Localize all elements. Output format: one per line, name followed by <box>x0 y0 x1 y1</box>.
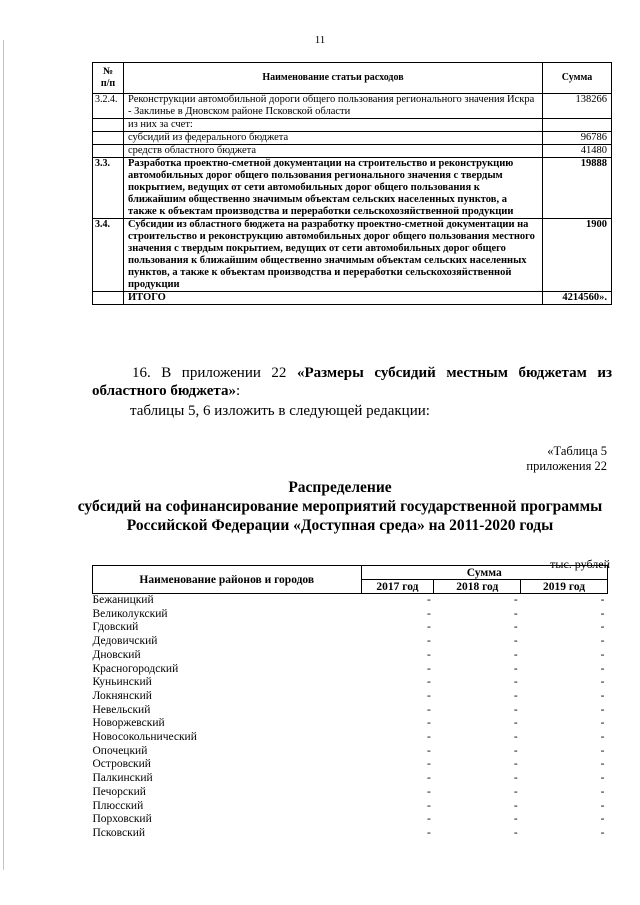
paragraph-16-title: «Размеры субсидий местным бюджетам из областного бюджета» <box>92 365 613 399</box>
expense-sum: 1900 <box>543 219 612 292</box>
district-name: Порховский <box>92 813 152 826</box>
header-districts: Наименование районов и городов <box>93 566 362 594</box>
district-name: Великолукский <box>92 607 168 620</box>
subsidy-value: - <box>513 648 518 661</box>
subsidy-value: - <box>427 662 431 675</box>
subsidy-value: - <box>600 744 605 757</box>
paragraph-tables: таблицы 5, 6 изложить в следующей редакции: <box>130 403 430 419</box>
subsidy-value: - <box>513 744 518 757</box>
subsidy-row <box>93 745 608 759</box>
subsidy-value: - <box>427 635 431 648</box>
district-name: Печорский <box>92 785 146 798</box>
subsidy-value: - <box>600 826 605 839</box>
subsidy-value: - <box>427 772 431 785</box>
district-name: Плюсский <box>92 799 144 812</box>
subsidy-row <box>93 649 608 663</box>
subsidy-value: - <box>427 799 431 812</box>
subsidy-row <box>93 731 608 745</box>
subsidy-value: - <box>427 621 431 634</box>
district-name: Псковский <box>92 826 146 839</box>
subsidy-value: - <box>427 744 431 757</box>
subsidy-value: - <box>600 813 605 826</box>
subsidy-value: - <box>513 799 518 812</box>
heading-line-2: субсидий на софинансирование мероприятий государственной программы <box>77 498 603 515</box>
district-name: Гдовский <box>92 621 139 634</box>
subsidy-row <box>93 676 608 690</box>
subsidy-row <box>93 800 608 814</box>
expenses-row <box>93 94 612 119</box>
district-name: Новосокольнический <box>92 731 197 744</box>
subsidy-row <box>93 635 608 649</box>
subsidy-row <box>93 758 608 772</box>
subsidy-value: - <box>513 621 518 634</box>
heading-line-1: Распределение <box>288 479 392 496</box>
expense-number <box>93 292 124 305</box>
district-name: Дновский <box>92 648 141 661</box>
subsidy-value: - <box>427 676 431 689</box>
header-sum: Сумма <box>543 63 612 94</box>
table-heading <box>60 478 620 535</box>
unit-label: тыс. рублей <box>550 557 610 571</box>
subsidy-row <box>93 827 608 841</box>
paragraph-16-prefix: 16. В приложении 22 <box>132 365 297 381</box>
district-name: Островский <box>92 758 151 771</box>
expense-number <box>93 119 124 132</box>
expenses-row <box>93 158 612 219</box>
subsidy-value: - <box>427 607 431 620</box>
expense-name: средств областного бюджета <box>124 145 543 158</box>
subsidy-value: - <box>427 758 431 771</box>
subsidy-row <box>93 813 608 827</box>
subsidy-value: - <box>600 621 605 634</box>
subsidy-value: - <box>513 594 518 606</box>
subsidy-value: - <box>513 813 518 826</box>
district-name: Дедовичский <box>92 635 158 648</box>
subsidies-table <box>92 565 608 841</box>
subsidy-value: - <box>600 717 605 730</box>
subsidy-value: - <box>600 676 605 689</box>
subsidy-value: - <box>513 689 518 702</box>
caption-line-2: приложения 22 <box>526 459 607 473</box>
subsidy-value: - <box>513 676 518 689</box>
expense-number: 3.4. <box>93 219 124 292</box>
subsidy-value: - <box>600 731 605 744</box>
district-name: Новоржевский <box>92 717 165 730</box>
district-name: Локнянский <box>92 689 152 702</box>
caption-line-1: «Таблица 5 <box>547 444 607 458</box>
header-name: Наименование статьи расходов <box>124 63 543 94</box>
subsidy-row <box>93 704 608 718</box>
expense-name: Разработка проектно-сметной документации на строительство и реконструкцию автомобильных дорог общего пользования регионального значения с твердым покрытием, ведущих от сети автомобильных дорог общего пользования к ближайшим общественно значимым объектам сельских населенных пунктов, а также к объектам производства и переработки сельскохозяйственной продукции <box>124 158 543 219</box>
subsidy-value: - <box>513 758 518 771</box>
subsidy-value: - <box>427 731 431 744</box>
subsidy-value: - <box>513 717 518 730</box>
header-year-2017: 2017 год <box>361 580 434 594</box>
expense-sum: 19888 <box>543 158 612 219</box>
expense-sum <box>543 119 612 132</box>
subsidy-row <box>93 690 608 704</box>
expenses-row <box>93 119 612 132</box>
expenses-row <box>93 132 612 145</box>
subsidy-value: - <box>427 689 431 702</box>
subsidy-value: - <box>600 662 605 675</box>
subsidy-value: - <box>600 635 605 648</box>
district-name: Куньинский <box>92 676 152 689</box>
subsidy-value: - <box>513 607 518 620</box>
subsidy-value: - <box>427 785 431 798</box>
subsidy-value: - <box>513 826 518 839</box>
subsidy-value: - <box>427 594 431 606</box>
subsidy-row <box>93 772 608 786</box>
district-name: Палкинский <box>92 772 153 785</box>
subsidy-value: - <box>427 703 431 716</box>
expenses-table <box>92 62 612 305</box>
subsidy-value: - <box>600 758 605 771</box>
expense-sum: 4214560». <box>543 292 612 305</box>
subsidy-value: - <box>513 772 518 785</box>
subsidy-row <box>93 786 608 800</box>
page-number: 11 <box>314 34 326 46</box>
subsidy-value: - <box>600 799 605 812</box>
subsidy-value: - <box>427 813 431 826</box>
paragraph-16-suffix: : <box>235 383 241 399</box>
subsidy-row <box>93 621 608 635</box>
subsidy-value: - <box>513 635 518 648</box>
subsidy-row <box>93 717 608 731</box>
subsidy-value: - <box>600 785 605 798</box>
expense-sum: 41480 <box>543 145 612 158</box>
subsidy-value: - <box>600 689 605 702</box>
expense-name: Субсидии из областного бюджета на разработку проектно-сметной документации на строительство и реконструкцию автомобильных дорог общего пользования местного значения с твердым покрытием, ведущих от сети автомобильных дорог общего пользования к ближайшим общественно значимым объектам сельских населенных пунктов, а также к объектам производства и переработки сельскохозяйственной продукции <box>124 219 543 292</box>
subsidy-value: - <box>600 703 605 716</box>
subsidy-value: - <box>600 607 605 620</box>
expense-number <box>93 132 124 145</box>
expense-sum: 96786 <box>543 132 612 145</box>
expense-number: 3.2.4. <box>93 94 124 119</box>
subsidy-value: - <box>513 703 518 716</box>
subsidy-value: - <box>600 772 605 785</box>
expenses-row <box>93 219 612 292</box>
expenses-row <box>93 292 612 305</box>
expense-number: 3.3. <box>93 158 124 219</box>
expense-name: ИТОГО <box>124 292 543 305</box>
scan-edge <box>3 40 4 870</box>
subsidy-value: - <box>600 648 605 661</box>
expense-number <box>93 145 124 158</box>
district-name: Красногородский <box>92 662 179 675</box>
heading-line-3: Российской Федерации «Доступная среда» на 2011-2020 годы <box>126 517 554 534</box>
header-sum-group: Сумма <box>361 566 608 580</box>
subsidy-value: - <box>427 826 431 839</box>
expense-sum: 138266 <box>543 94 612 119</box>
subsidy-value: - <box>513 785 518 798</box>
expense-name: из них за счет: <box>124 119 543 132</box>
paragraph-16 <box>92 364 612 400</box>
header-number: № п/п <box>93 63 124 94</box>
subsidy-value: - <box>600 594 605 606</box>
table-caption <box>526 444 607 474</box>
subsidy-value: - <box>427 648 431 661</box>
expense-name: субсидий из федерального бюджета <box>124 132 543 145</box>
header-year-2018: 2018 год <box>434 580 521 594</box>
subsidy-row <box>93 663 608 677</box>
expenses-row <box>93 145 612 158</box>
district-name: Невельский <box>92 703 151 716</box>
district-name: Бежаницкий <box>92 594 154 606</box>
expense-name: Реконструкции автомобильной дороги общего пользования регионального значения Искра - Заклинье в Дновском районе Псковской области <box>124 94 543 119</box>
subsidy-value: - <box>513 662 518 675</box>
subsidy-row <box>93 594 608 608</box>
expenses-table-header <box>93 63 612 94</box>
subsidy-value: - <box>513 731 518 744</box>
header-year-2019: 2019 год <box>521 580 608 594</box>
district-name: Опочецкий <box>92 744 148 757</box>
subsidy-value: - <box>427 717 431 730</box>
subsidy-row <box>93 608 608 622</box>
